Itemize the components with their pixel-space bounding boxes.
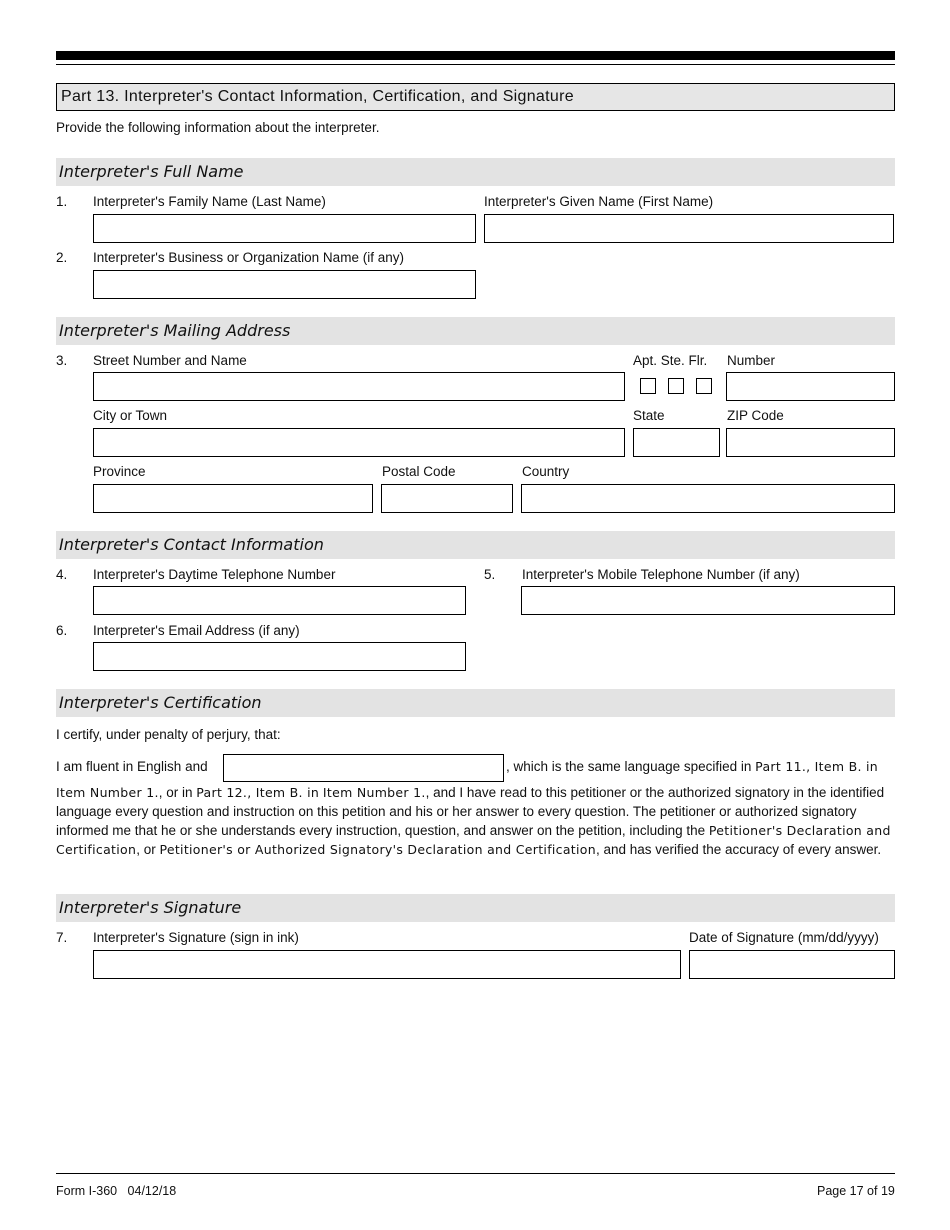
intro-text: Provide the following information about the interpreter. — [56, 120, 380, 135]
city-field[interactable] — [93, 428, 625, 457]
number-label: Number — [727, 353, 776, 368]
section-mailing-address: Interpreter's Mailing Address — [56, 317, 895, 345]
signature-date-label: Date of Signature (mm/dd/yyyy) — [689, 930, 879, 945]
state-label: State — [633, 408, 665, 423]
item-number-4: 4. — [56, 567, 68, 582]
top-rule-thick — [56, 51, 895, 60]
part-title: Part 13. Interpreter's Contact Information, Certification, and Signature — [56, 83, 895, 111]
country-label: Country — [522, 464, 570, 479]
footer-page-number: Page 17 of 19 — [817, 1184, 895, 1198]
province-field[interactable] — [93, 484, 373, 513]
section-contact-information: Interpreter's Contact Information — [56, 531, 895, 559]
postal-code-field[interactable] — [381, 484, 513, 513]
zip-field[interactable] — [726, 428, 895, 457]
city-label: City or Town — [93, 408, 168, 423]
certification-intro: I certify, under penalty of perjury, that: — [56, 727, 281, 742]
footer-rule — [56, 1173, 895, 1174]
item-number-3: 3. — [56, 353, 68, 368]
mobile-phone-field[interactable] — [521, 586, 895, 615]
item-number-6: 6. — [56, 623, 68, 638]
family-name-field[interactable] — [93, 214, 476, 243]
signature-field[interactable] — [93, 950, 681, 979]
item-number-7: 7. — [56, 930, 68, 945]
flr-checkbox[interactable] — [696, 378, 712, 394]
item-number-2: 2. — [56, 250, 68, 265]
signature-date-field[interactable] — [689, 950, 895, 979]
province-label: Province — [93, 464, 146, 479]
section-full-name: Interpreter's Full Name — [56, 158, 895, 186]
daytime-phone-label: Interpreter's Daytime Telephone Number — [93, 567, 336, 582]
fluent-suffix-line: , which is the same language specified in Part 11., Item B. in — [506, 759, 879, 774]
certification-paragraph: Item Number 1., or in Part 12., Item B. in Item Number 1., and I have read to this petitioner or the authorized signatory in the identified language every question and instruction on this petition and his or her answer to every question. The petitioner or authorized signatory informed me that he or she understands every instruction, question, and answer on the petition, including the Petitioner's Declaration and Certification, or Petitioner's or Authorized Signatory's Declaration and Certification, and has verified the accuracy of every answer. — [56, 785, 891, 857]
business-name-field[interactable] — [93, 270, 476, 299]
apt-checkbox[interactable] — [640, 378, 656, 394]
state-field[interactable] — [633, 428, 720, 457]
email-label: Interpreter's Email Address (if any) — [93, 623, 300, 638]
given-name-field[interactable] — [484, 214, 894, 243]
apt-number-field[interactable] — [726, 372, 895, 401]
fluent-prefix: I am fluent in English and — [56, 759, 208, 774]
family-name-label: Interpreter's Family Name (Last Name) — [93, 194, 326, 209]
language-field[interactable] — [223, 754, 504, 782]
signature-label: Interpreter's Signature (sign in ink) — [93, 930, 299, 945]
daytime-phone-field[interactable] — [93, 586, 466, 615]
item-number-1: 1. — [56, 194, 68, 209]
apt-ste-flr-label: Apt. Ste. Flr. — [633, 353, 708, 368]
country-field[interactable] — [521, 484, 895, 513]
footer-form-id: Form I-360 04/12/18 — [56, 1184, 177, 1198]
street-label: Street Number and Name — [93, 353, 247, 368]
item-number-5: 5. — [484, 567, 496, 582]
given-name-label: Interpreter's Given Name (First Name) — [484, 194, 714, 209]
postal-code-label: Postal Code — [382, 464, 456, 479]
section-certification: Interpreter's Certification — [56, 689, 895, 717]
email-field[interactable] — [93, 642, 466, 671]
zip-label: ZIP Code — [727, 408, 784, 423]
street-field[interactable] — [93, 372, 625, 401]
ste-checkbox[interactable] — [668, 378, 684, 394]
business-name-label: Interpreter's Business or Organization Name (if any) — [93, 250, 404, 265]
top-rule-thin — [56, 64, 895, 65]
mobile-phone-label: Interpreter's Mobile Telephone Number (if any) — [522, 567, 800, 582]
section-signature: Interpreter's Signature — [56, 894, 895, 922]
